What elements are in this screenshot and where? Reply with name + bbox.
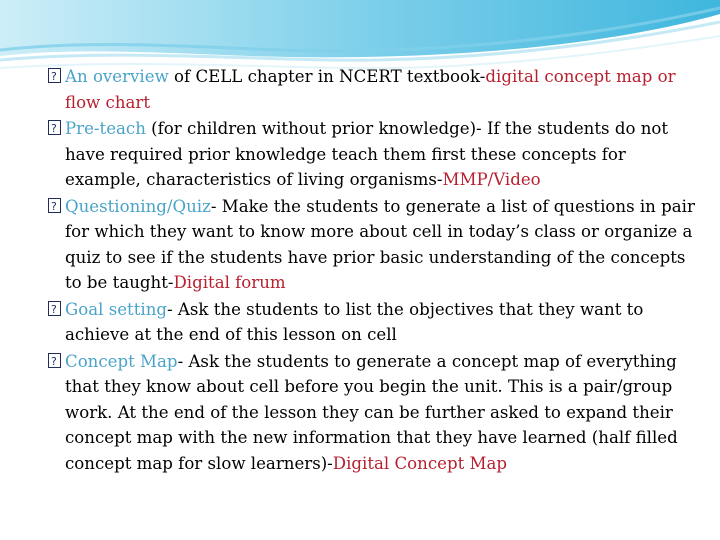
bullet-term: Questioning/Quiz (65, 196, 211, 216)
bullet-tool: digital concept map or flow chart (65, 67, 676, 112)
bullet-overview (48, 64, 698, 115)
bullet-text: - Ask the students to generate a concept map of everything that they know about cell before you begin the unit. This is a pair/group work. At the end of the lesson they can be further asked to expand their concept map with the new information that they have learned (half filled concept map for slow learners)- (65, 351, 678, 473)
bullet-text: - Make the students to generate a list of questions in pair for which they want to know more about cell in today’s class or organize a quiz to see if the students have prior basic understanding of the concepts to be taught- (65, 196, 695, 292)
bullet-tool: MMP/Video (442, 170, 541, 189)
bullet-tool: Digital Concept Map (332, 453, 508, 473)
bullet-marker-icon (48, 198, 61, 213)
bullet-text: - Ask the students to list the objectives that they want to achieve at the end of this lesson on cell (65, 299, 644, 344)
bullet-term: Concept Map (65, 351, 178, 371)
bullet-text: of CELL chapter in NCERT textbook- (168, 67, 486, 86)
bullet-term: Pre-teach (65, 119, 146, 138)
bullet-marker-icon (48, 301, 61, 316)
bullet-questioning (48, 194, 698, 296)
bullet-pre-teach (48, 116, 698, 193)
bullet-marker-icon (48, 120, 61, 135)
bullet-term: An overview (65, 67, 169, 86)
slide-content (48, 64, 698, 477)
bullet-goal-setting (48, 297, 698, 348)
bullet-term: Goal setting (65, 299, 168, 319)
bullet-tool: Digital forum (173, 273, 286, 292)
bullet-marker-icon (48, 353, 61, 368)
bullet-text: (for children without prior knowledge)- If the students do not have required prior knowledge teach them first these concepts for example, characteristics of living organisms- (65, 119, 669, 189)
bullet-marker-icon (48, 68, 61, 83)
bullet-concept-map (48, 349, 698, 477)
